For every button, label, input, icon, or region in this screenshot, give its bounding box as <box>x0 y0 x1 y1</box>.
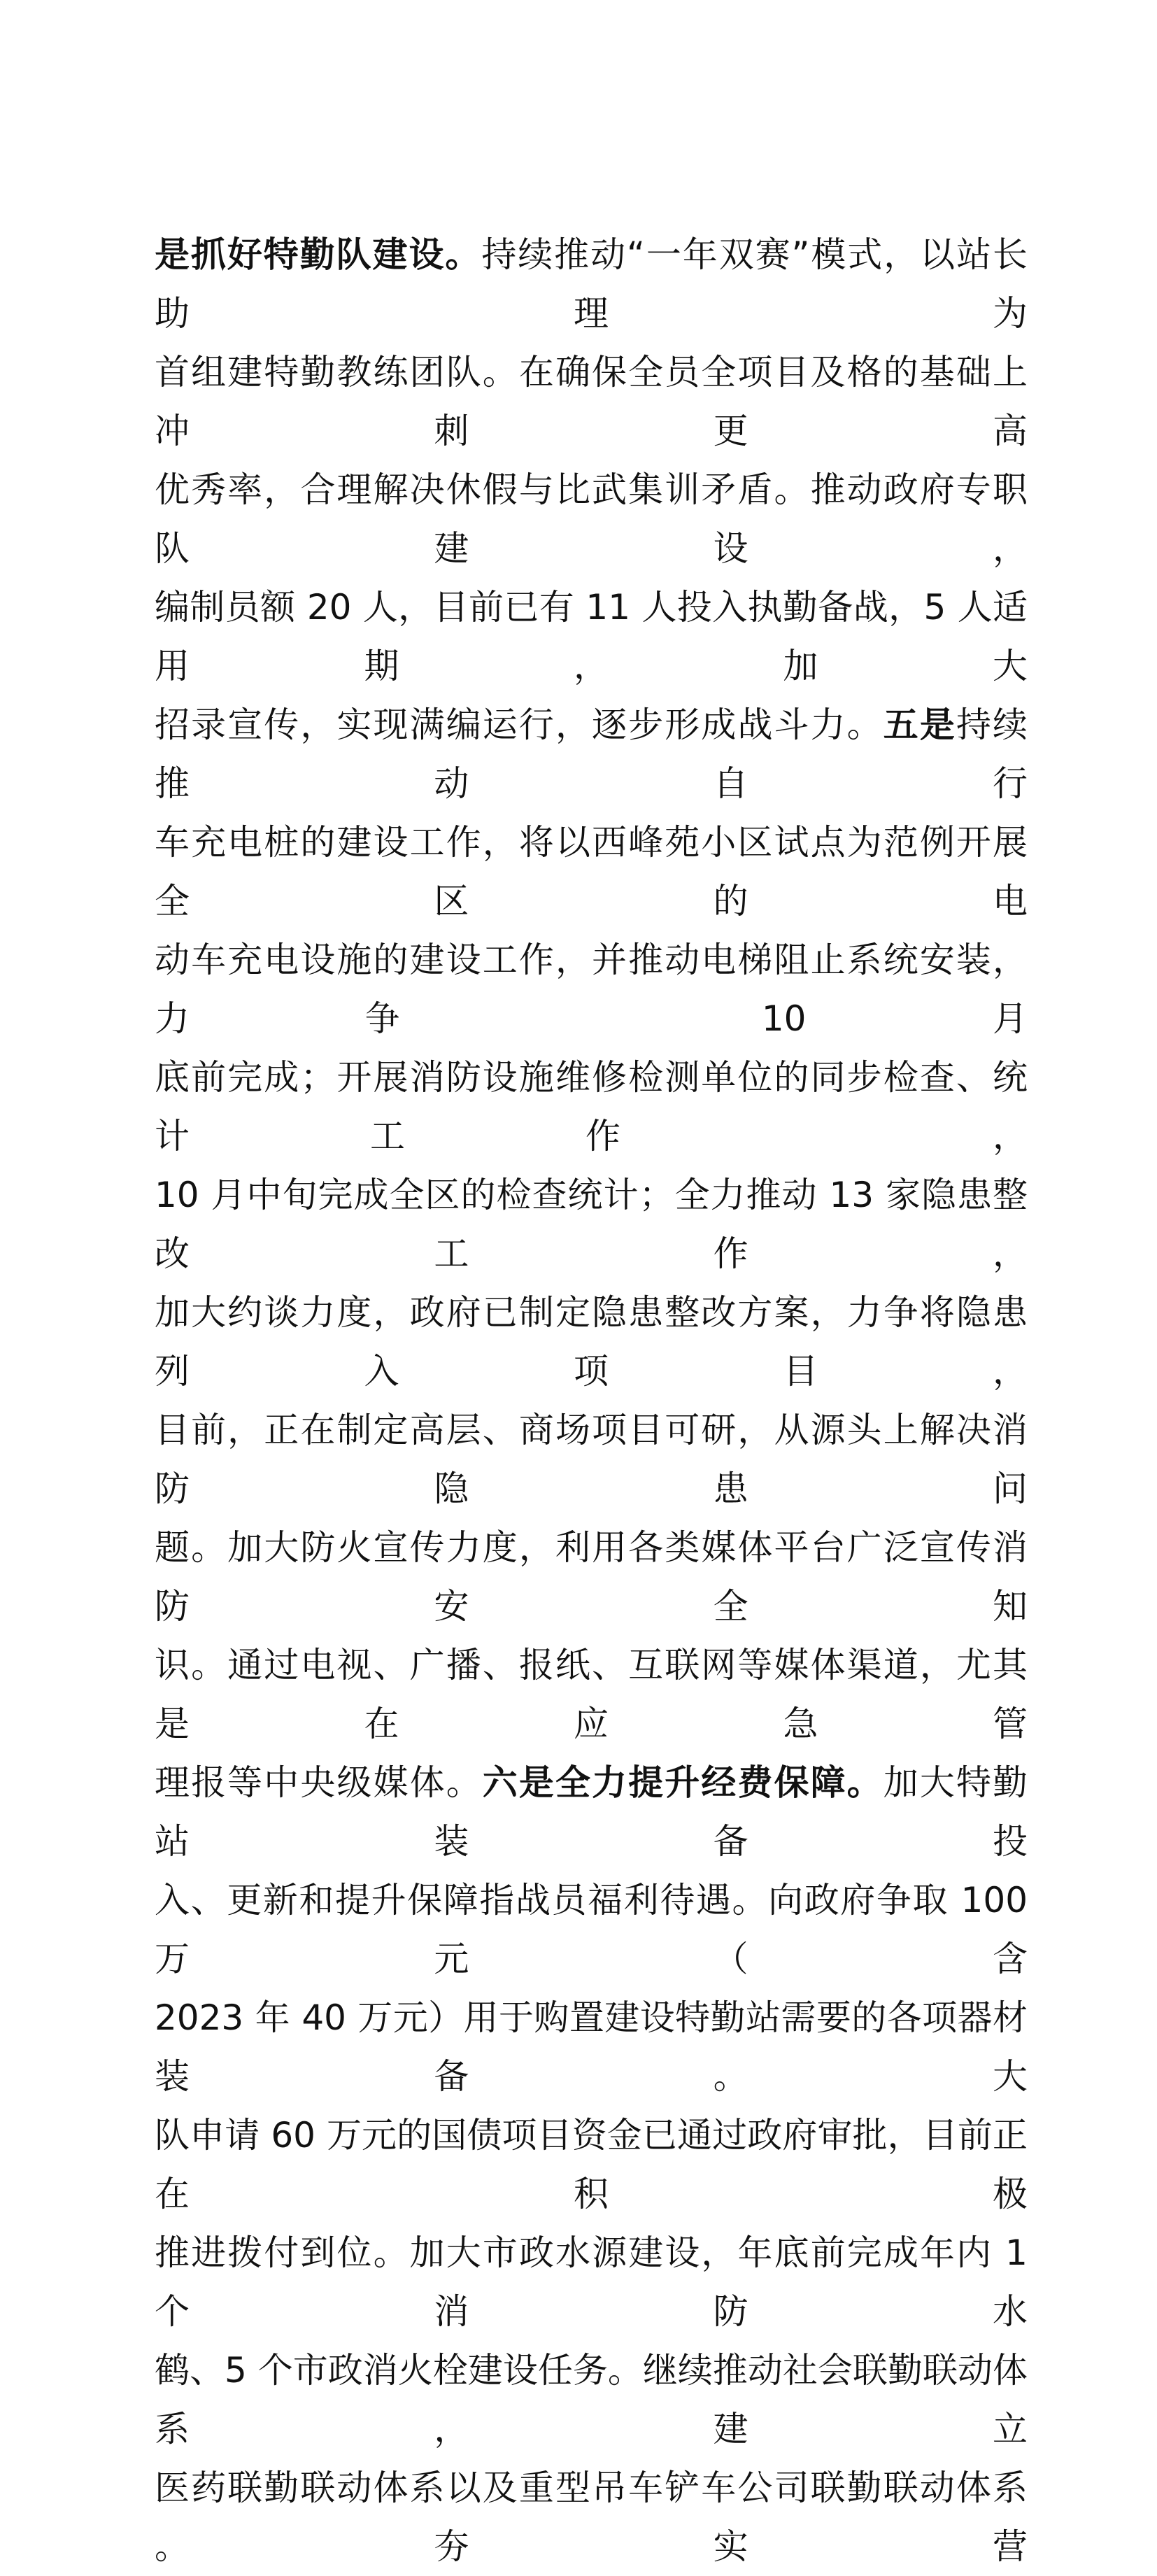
text-line <box>155 1636 1028 1753</box>
text-line <box>155 2106 1028 2223</box>
bold-heading-text: 是抓好特勤队建设。 <box>155 234 482 275</box>
text-line <box>155 1753 1028 1871</box>
text-line <box>155 1518 1028 1636</box>
body-text: 车充电桩的建设工作，将以西峰苑小区试点为范例开展全区的电 <box>155 822 1028 921</box>
body-text: 入、更新和提升保障指战员福利待遇。向政府争取 100 万元（含 <box>155 1880 1028 1979</box>
text-line <box>155 813 1028 930</box>
text-line <box>155 1988 1028 2106</box>
bold-heading-text: 五是 <box>883 705 956 745</box>
text-line <box>155 1283 1028 1401</box>
body-text: 加大特勤站装备投 <box>155 1762 1028 1862</box>
body-text: 题。加大防火宣传力度，利用各类媒体平台广泛宣传消防安全知 <box>155 1527 1028 1627</box>
body-text: 鹤、5 个市政消火栓建设任务。继续推动社会联勤联动体系，建立 <box>155 2350 1028 2449</box>
body-text: 招录宣传，实现满编运行，逐步形成战斗力。 <box>155 705 883 745</box>
bold-heading-text: 六是全力提升经费保障。 <box>482 1762 883 1803</box>
text-line <box>155 2341 1028 2458</box>
body-text: 识。通过电视、广播、报纸、互联网等媒体渠道，尤其是在应急管 <box>155 1645 1028 1744</box>
text-line <box>155 578 1028 695</box>
body-text: 医药联勤联动体系以及重型吊车铲车公司联勤联动体系。夯实营 <box>155 2468 1028 2567</box>
text-line <box>155 930 1028 1048</box>
body-text: 底前完成；开展消防设施维修检测单位的同步检查、统计工作 ， <box>155 1057 1028 1156</box>
text-line <box>155 1048 1028 1166</box>
text-line <box>155 225 1028 343</box>
body-text: 编制员额 20 人，目前已有 11 人投入执勤备战，5 人适用期，加大 <box>155 587 1028 686</box>
body-text: 优秀率，合理解决休假与比武集训矛盾。推动政府专职队建设， <box>155 469 1028 569</box>
text-line <box>155 1166 1028 1283</box>
body-text: 10 月中旬完成全区的检查统计；全力推动 13 家隐患整改工作， <box>155 1175 1028 1274</box>
body-text: 推进拨付到位。加大市政水源建设，年底前完成年内 1 个消防水 <box>155 2232 1028 2332</box>
body-text: 目前，正在制定高层、商场项目可研，从源头上解决消防隐患问 <box>155 1410 1028 1509</box>
body-text: 加大约谈力度，政府已制定隐患整改方案，力争将隐患列入项目， <box>155 1292 1028 1392</box>
body-text: 持续推动“一年双赛”模式，以站长助理为 <box>155 234 1028 334</box>
text-line <box>155 1401 1028 1518</box>
document-body <box>155 225 1028 2576</box>
text-line <box>155 460 1028 578</box>
text-line <box>155 2458 1028 2576</box>
text-line <box>155 1871 1028 1988</box>
text-line <box>155 2223 1028 2341</box>
body-text: 动车充电设施的建设工作，并推动电梯阻止系统安装，力争 10 月 <box>155 940 1028 1039</box>
body-text: 2023 年 40 万元）用于购置建设特勤站需要的各项器材装备。大 <box>155 1997 1028 2097</box>
body-text: 队申请 60 万元的国债项目资金已通过政府审批，目前正在积极 <box>155 2115 1028 2214</box>
text-line <box>155 695 1028 813</box>
text-line <box>155 343 1028 460</box>
body-text: 理报等中央级媒体。 <box>155 1762 483 1803</box>
body-text: 持续推动自行 <box>155 705 1028 804</box>
body-text: 首组建特勤教练团队。在确保全员全项目及格的基础上冲刺更高 <box>155 352 1028 451</box>
